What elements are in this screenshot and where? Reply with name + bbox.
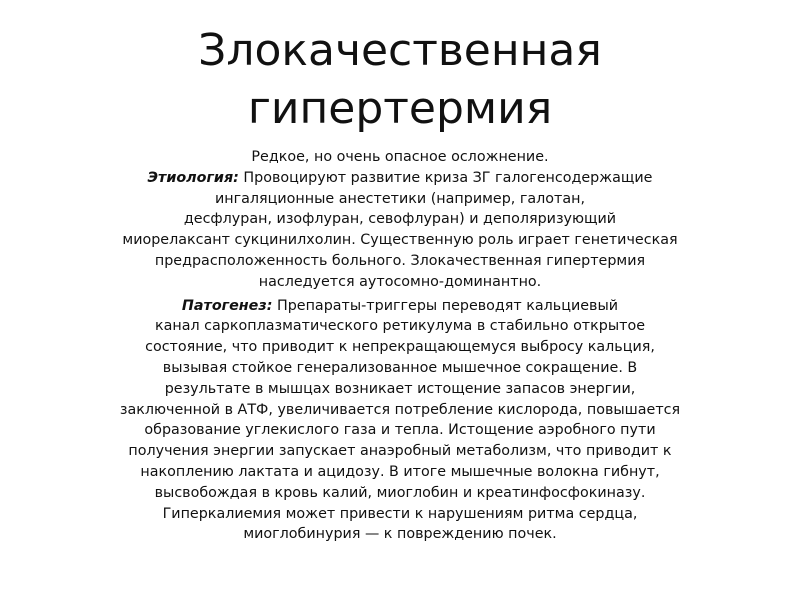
pathogenesis-line: высвобождая в кровь калий, миоглобин и креатинфосфокиназу. — [154, 484, 646, 501]
intro-text: Редкое, но очень опасное осложнение. — [251, 149, 549, 165]
pathogenesis-line: образование углекислого газа и тепла. Истощение аэробного пути — [144, 422, 656, 439]
etiology-line: десфлуран, изофлуран, севофлуран) и деполяризующий — [183, 211, 617, 228]
pathogenesis-line: результате в мышцах возникает истощение запасов энергии, — [164, 380, 636, 397]
pathogenesis-line: состояние, что приводит к непрекращающемуся выбросу кальция, — [145, 339, 655, 356]
title-line: Злокачественная — [198, 25, 602, 76]
etiology-line: предрасположенность больного. Злокачественная гипертермия — [154, 252, 646, 269]
pathogenesis-line: заключенной в АТФ, увеличивается потребление кислорода, повышается — [119, 401, 681, 418]
etiology-line: ингаляционные анестетики (например, галотан, — [214, 190, 585, 207]
etiology-paragraph — [40, 168, 760, 293]
pathogenesis-paragraph — [40, 296, 760, 546]
pathogenesis-line: миоглобинурия — к повреждению почек. — [243, 526, 557, 543]
pathogenesis-line: канал саркоплазматического ретикулума в стабильно открытое — [154, 318, 646, 335]
pathogenesis-line: получения энергии запускает анаэробный метаболизм, что приводит к — [128, 443, 672, 460]
pathogenesis-line: вызывая стойкое генерализованное мышечное сокращение. В — [162, 359, 638, 376]
pathogenesis-line: накоплению лактата и ацидозу. В итоге мышечные волокна гибнут, — [140, 463, 660, 480]
etiology-line — [40, 168, 760, 189]
etiology-line: миорелаксант сукцинилхолин. Существенную роль играет генетическая — [122, 232, 678, 249]
slide-title — [0, 22, 800, 138]
etiology-text: Провоцируют развитие криза ЗГ галогенсодержащие — [238, 169, 653, 186]
pathogenesis-text: Препараты-триггеры переводят кальциевый — [272, 297, 619, 314]
title-line: гипертермия — [247, 83, 553, 134]
pathogenesis-label: Патогенез: — [181, 297, 273, 314]
pathogenesis-line — [40, 296, 760, 317]
etiology-label: Этиология: — [147, 169, 239, 186]
etiology-line: наследуется аутосомно-доминантно. — [258, 273, 542, 290]
pathogenesis-line: Гиперкалиемия может привести к нарушениям ритма сердца, — [162, 505, 638, 522]
slide-body — [40, 147, 760, 545]
